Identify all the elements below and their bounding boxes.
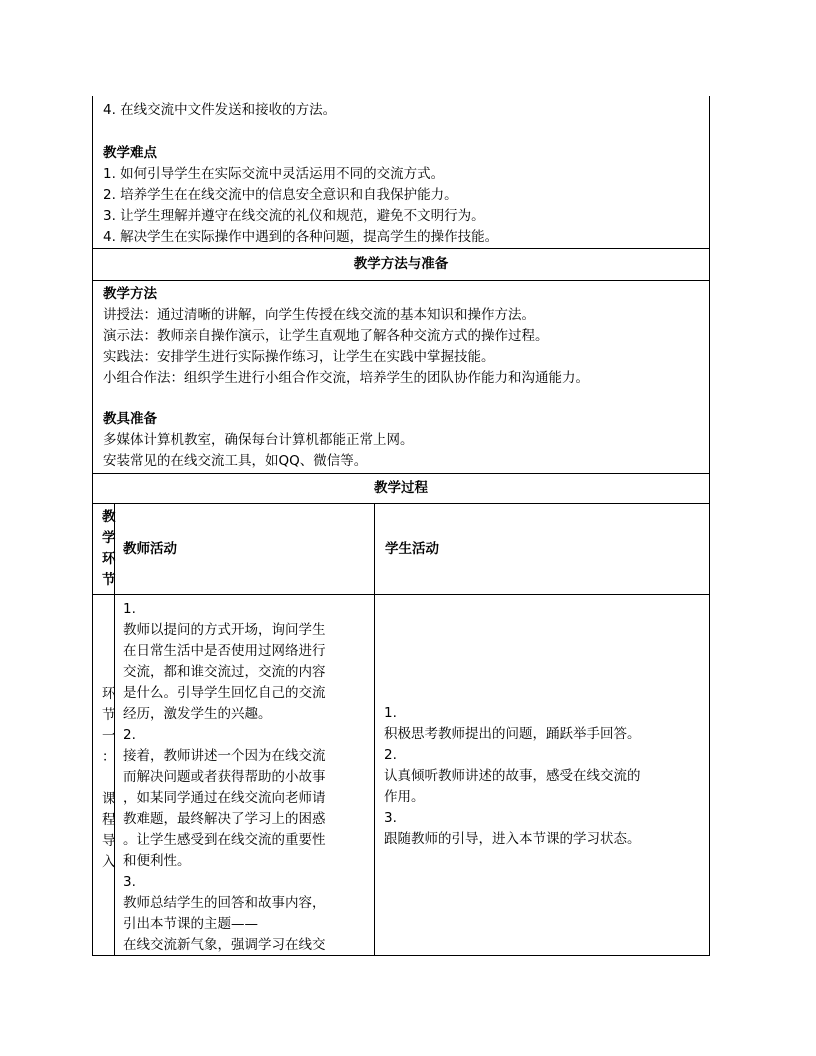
- row-divider-4: [92, 503, 710, 504]
- difficulty-item: 3. 让学生理解并遵守在线交流的礼仪和规范，避免不文明行为。: [103, 208, 485, 224]
- student-line: 积极思考教师提出的问题，踊跃举手回答。: [384, 726, 641, 742]
- method-item: 讲授法：通过清晰的讲解，向学生传授在线交流的基本知识和操作方法。: [103, 307, 535, 323]
- tools-heading: 教具准备: [103, 411, 157, 427]
- teacher-line: 教难题，最终解决了学习上的困惑: [123, 811, 326, 827]
- teacher-line: 引出本节课的主题——: [123, 916, 258, 932]
- table-border-right: [709, 96, 710, 956]
- row-divider-1: [92, 248, 710, 249]
- difficulty-item: 4. 解决学生在实际操作中遇到的各种问题，提高学生的操作技能。: [103, 229, 499, 245]
- teacher-line: 接着，教师讲述一个因为在线交流: [123, 748, 326, 764]
- table-border-bottom: [92, 955, 710, 956]
- teacher-line: 3.: [123, 874, 136, 890]
- difficulty-item: 2. 培养学生在在线交流中的信息安全意识和自我保护能力。: [103, 187, 458, 203]
- method-item: 演示法：教师亲自操作演示，让学生直观地了解各种交流方式的操作过程。: [103, 328, 549, 344]
- teacher-line: 教师总结学生的回答和故事内容，: [123, 895, 326, 911]
- student-line: 作用。: [384, 789, 425, 805]
- teacher-line: 和便利性。: [123, 853, 191, 869]
- stage-cell: 环 节 一 ： 课 程 导 入: [102, 686, 116, 870]
- student-line: 认真倾听教师讲述的故事，感受在线交流的: [384, 768, 641, 784]
- tool-item: 多媒体计算机教室，确保每台计算机都能正常上网。: [103, 432, 414, 448]
- methods-section-header: 教学方法与准备: [353, 256, 449, 272]
- teacher-line: 是什么。引导学生回忆自己的交流: [123, 685, 326, 701]
- row-divider-3: [92, 473, 710, 474]
- student-line: 3.: [384, 810, 397, 826]
- teacher-line: ，如某同学通过在线交流向老师请: [123, 790, 326, 806]
- student-activity-cell: [375, 595, 709, 955]
- teacher-activity-cell: [115, 595, 374, 955]
- teacher-line: 经历，激发学生的兴趣。: [123, 706, 272, 722]
- col-header-teacher: 教师活动: [123, 541, 177, 557]
- student-line: 跟随教师的引导，进入本节课的学习状态。: [384, 831, 641, 847]
- method-item: 小组合作法：组织学生进行小组合作交流，培养学生的团队协作能力和沟通能力。: [103, 370, 589, 386]
- teacher-line: 而解决问题或者获得帮助的小故事: [123, 769, 326, 785]
- teacher-line: 教师以提问的方式开场，询问学生: [123, 622, 326, 638]
- methods-heading: 教学方法: [103, 286, 157, 302]
- teacher-line: 在线交流新气象，强调学习在线交: [123, 937, 326, 953]
- method-item: 实践法：安排学生进行实际操作练习，让学生在实践中掌握技能。: [103, 349, 495, 365]
- teacher-line: 1.: [123, 601, 136, 617]
- teacher-line: 。让学生感受到在线交流的重要性: [123, 832, 326, 848]
- col-header-stage: 教 学 环 节: [102, 509, 116, 588]
- teacher-line: 在日常生活中是否使用过网络进行: [123, 643, 326, 659]
- student-line: 1.: [384, 705, 397, 721]
- difficulty-item: 1. 如何引导学生在实际交流中灵活运用不同的交流方式。: [103, 166, 445, 182]
- tool-item: 安装常见的在线交流工具，如QQ、微信等。: [103, 453, 368, 469]
- row-divider-2: [92, 280, 710, 281]
- col-header-student: 学生活动: [385, 541, 439, 557]
- key-point-4: 4. 在线交流中文件发送和接收的方法。: [103, 102, 337, 118]
- process-section-header: 教学过程: [374, 480, 428, 496]
- student-line: 2.: [384, 747, 397, 763]
- teacher-line: 2.: [123, 727, 136, 743]
- teacher-line: 交流，都和谁交流过，交流的内容: [123, 664, 326, 680]
- difficulties-heading: 教学难点: [103, 145, 157, 161]
